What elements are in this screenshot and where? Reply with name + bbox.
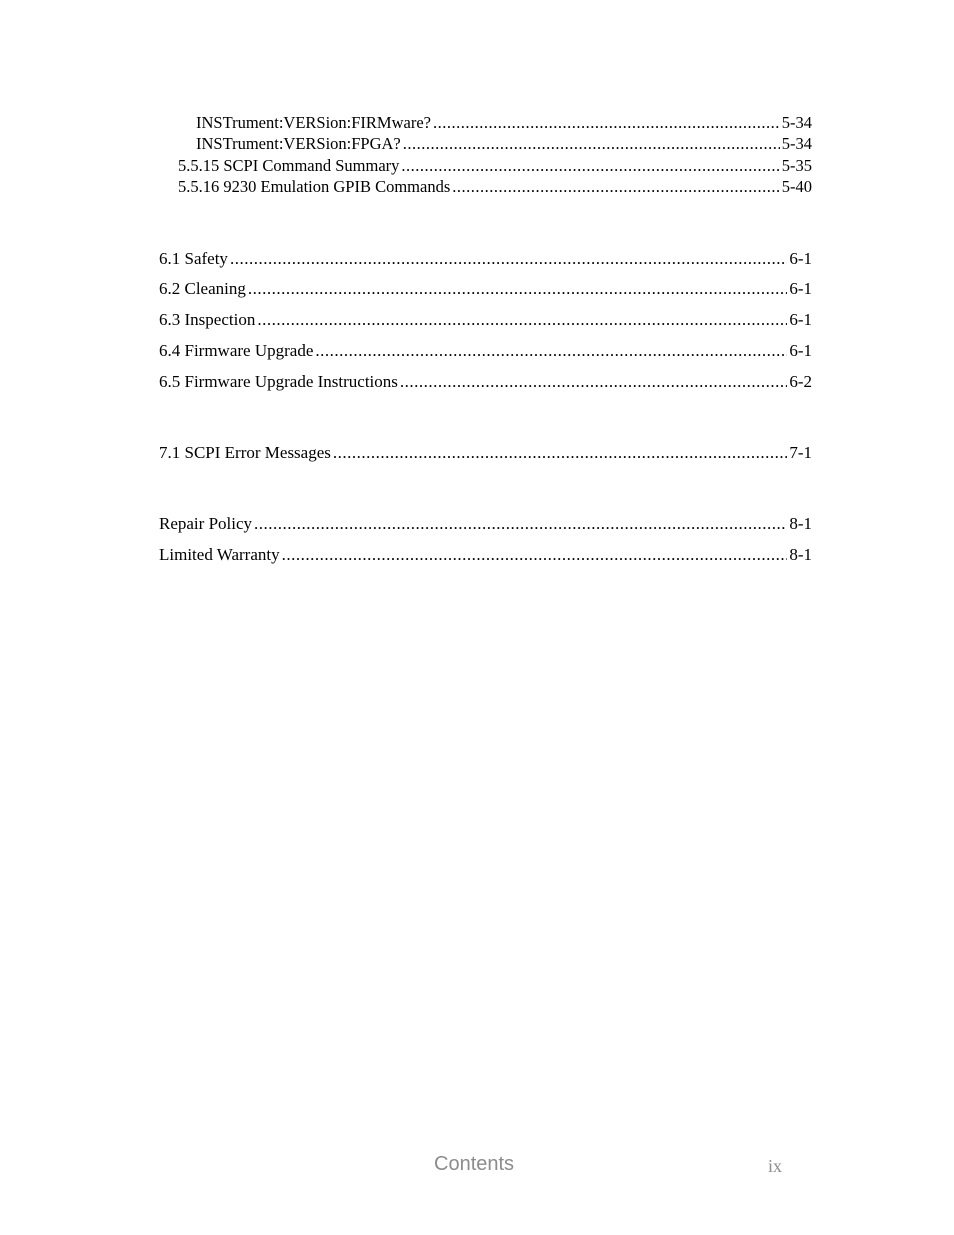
toc-entry-repair-policy[interactable]	[159, 514, 812, 534]
toc-leader-dots	[257, 310, 787, 330]
footer-section-title: Contents	[434, 1153, 515, 1175]
toc-entry-page: 8-1	[789, 545, 812, 564]
toc-leader-dots	[282, 545, 788, 565]
toc-entry-scpi-error-messages[interactable]	[159, 443, 812, 463]
toc-entry-label: Limited Warranty	[159, 545, 280, 564]
toc-entry-firmware-upgrade-instructions[interactable]	[159, 372, 812, 392]
toc-entry-page: 6-1	[789, 249, 812, 268]
toc-entry-page: 7-1	[789, 443, 812, 462]
toc-entry-page: 5-35	[781, 156, 812, 175]
toc-leader-dots	[401, 156, 779, 176]
toc-leader-dots	[315, 341, 787, 361]
toc-entry-limited-warranty[interactable]	[159, 545, 812, 565]
toc-entry-label: 5.5.15 SCPI Command Summary	[178, 156, 400, 175]
toc-entry-label: 6.3 Inspection	[159, 310, 256, 329]
toc-leader-dots	[248, 279, 787, 299]
toc-leader-dots	[433, 113, 780, 133]
toc-leader-dots	[254, 514, 787, 534]
toc-entry-label: 6.2 Cleaning	[159, 279, 246, 298]
toc-leader-dots	[400, 372, 787, 392]
toc-entry-label: 6.1 Safety	[159, 249, 228, 268]
toc-entry-instrument-version-firmware[interactable]	[196, 113, 812, 133]
toc-entry-page: 6-2	[789, 372, 812, 391]
toc-entry-label: 6.5 Firmware Upgrade Instructions	[159, 372, 398, 391]
toc-leader-dots	[403, 134, 780, 154]
toc-entry-safety[interactable]	[159, 249, 812, 269]
toc-entry-cleaning[interactable]	[159, 279, 812, 299]
toc-entry-page: 5-40	[781, 177, 812, 196]
toc-entry-page: 5-34	[781, 134, 812, 153]
toc-leader-dots	[452, 177, 780, 197]
toc-entry-scpi-command-summary[interactable]	[178, 156, 812, 176]
toc-entry-label: INSTrument:VERSion:FIRMware?	[196, 113, 431, 132]
toc-entry-label: Repair Policy	[159, 514, 253, 533]
toc-leader-dots	[230, 249, 787, 269]
toc-entry-label: INSTrument:VERSion:FPGA?	[196, 134, 401, 153]
toc-entry-firmware-upgrade[interactable]	[159, 341, 812, 361]
toc-entry-9230-emulation-gpib-commands[interactable]	[178, 177, 812, 197]
toc-entry-label: 5.5.16 9230 Emulation GPIB Commands	[178, 177, 451, 196]
footer-page-number: ix	[768, 1156, 783, 1176]
toc-leader-dots	[333, 443, 787, 463]
toc-entry-page: 8-1	[789, 514, 812, 533]
toc-entry-label: 7.1 SCPI Error Messages	[159, 443, 331, 462]
toc-entry-page: 6-1	[789, 310, 812, 329]
toc-entry-page: 5-34	[781, 113, 812, 132]
toc-entry-page: 6-1	[789, 279, 812, 298]
toc-entry-page: 6-1	[789, 341, 812, 360]
toc-entry-instrument-version-fpga[interactable]	[196, 134, 812, 154]
toc-entry-label: 6.4 Firmware Upgrade	[159, 341, 314, 360]
toc-entry-inspection[interactable]	[159, 310, 812, 330]
